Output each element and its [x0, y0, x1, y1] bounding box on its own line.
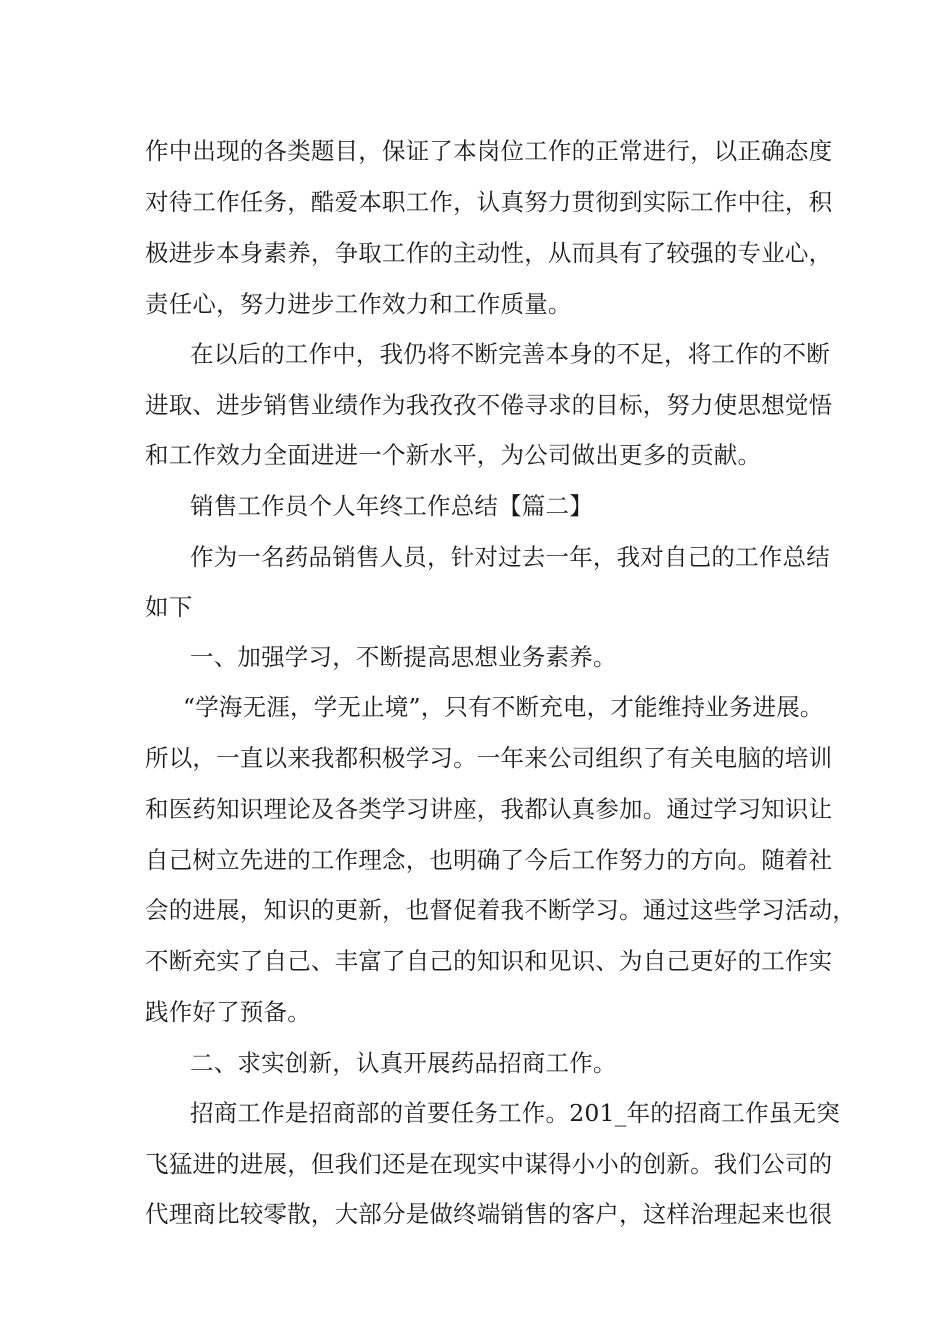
- section-heading: 销售工作员个人年终工作总结【篇二】: [190, 492, 593, 520]
- paragraph-start-line: 在以后的工作中，我仍将不断完善本身的不足，将工作的不断: [190, 340, 830, 368]
- text-line: 自己树立先进的工作理念，也明确了今后工作努力的方向。随着社: [145, 846, 833, 874]
- text-line: 责任心，努力进步工作效力和工作质量。: [145, 290, 572, 318]
- text-line: 如下: [145, 593, 193, 621]
- text-line: 和工作效力全面进进一个新水平，为公司做出更多的贡献。: [145, 441, 762, 469]
- text-line: 对待工作任务，酷爱本职工作，认真努力贯彻到实际工作中往，积: [145, 188, 833, 216]
- text-line: 进取、进步销售业绩作为我孜孜不倦寻求的目标，努力使思想觉悟: [145, 391, 833, 419]
- subsection-heading: 二、求实创新，认真开展药品招商工作。: [190, 1049, 617, 1077]
- text-line: 飞猛进的进展，但我们还是在现实中谋得小小的创新。我们公司的: [145, 1150, 833, 1178]
- paragraph-start-line: “学海无涯，学无止境”，只有不断充电，才能维持业务进展。: [183, 693, 824, 721]
- text-line: 和医药知识理论及各类学习讲座，我都认真参加。通过学习知识让: [145, 795, 833, 823]
- text-line: 会的进展，知识的更新，也督促着我不断学习。通过这些学习活动，: [145, 896, 856, 924]
- text-line: 代理商比较零散，大部分是做终端销售的客户，这样治理起来也很: [145, 1200, 833, 1228]
- text-line: 极进步本身素养，争取工作的主动性，从而具有了较强的专业心，: [145, 239, 833, 267]
- paragraph-start-line: 作为一名药品销售人员，针对过去一年，我对自己的工作总结: [190, 543, 830, 571]
- text-line: 不断充实了自己、丰富了自己的知识和见识、为自己更好的工作实: [145, 947, 833, 975]
- text-line: 所以，一直以来我都积极学习。一年来公司组织了有关电脑的培训: [145, 744, 833, 772]
- subsection-heading: 一、加强学习，不断提高思想业务素养。: [190, 643, 617, 671]
- text-line: 践作好了预备。: [145, 998, 311, 1026]
- paragraph-start-line: 招商工作是招商部的首要任务工作。201_年的招商工作虽无突: [190, 1099, 840, 1127]
- text-line: 作中出现的各类题目，保证了本岗位工作的正常进行，以正确态度: [145, 137, 833, 165]
